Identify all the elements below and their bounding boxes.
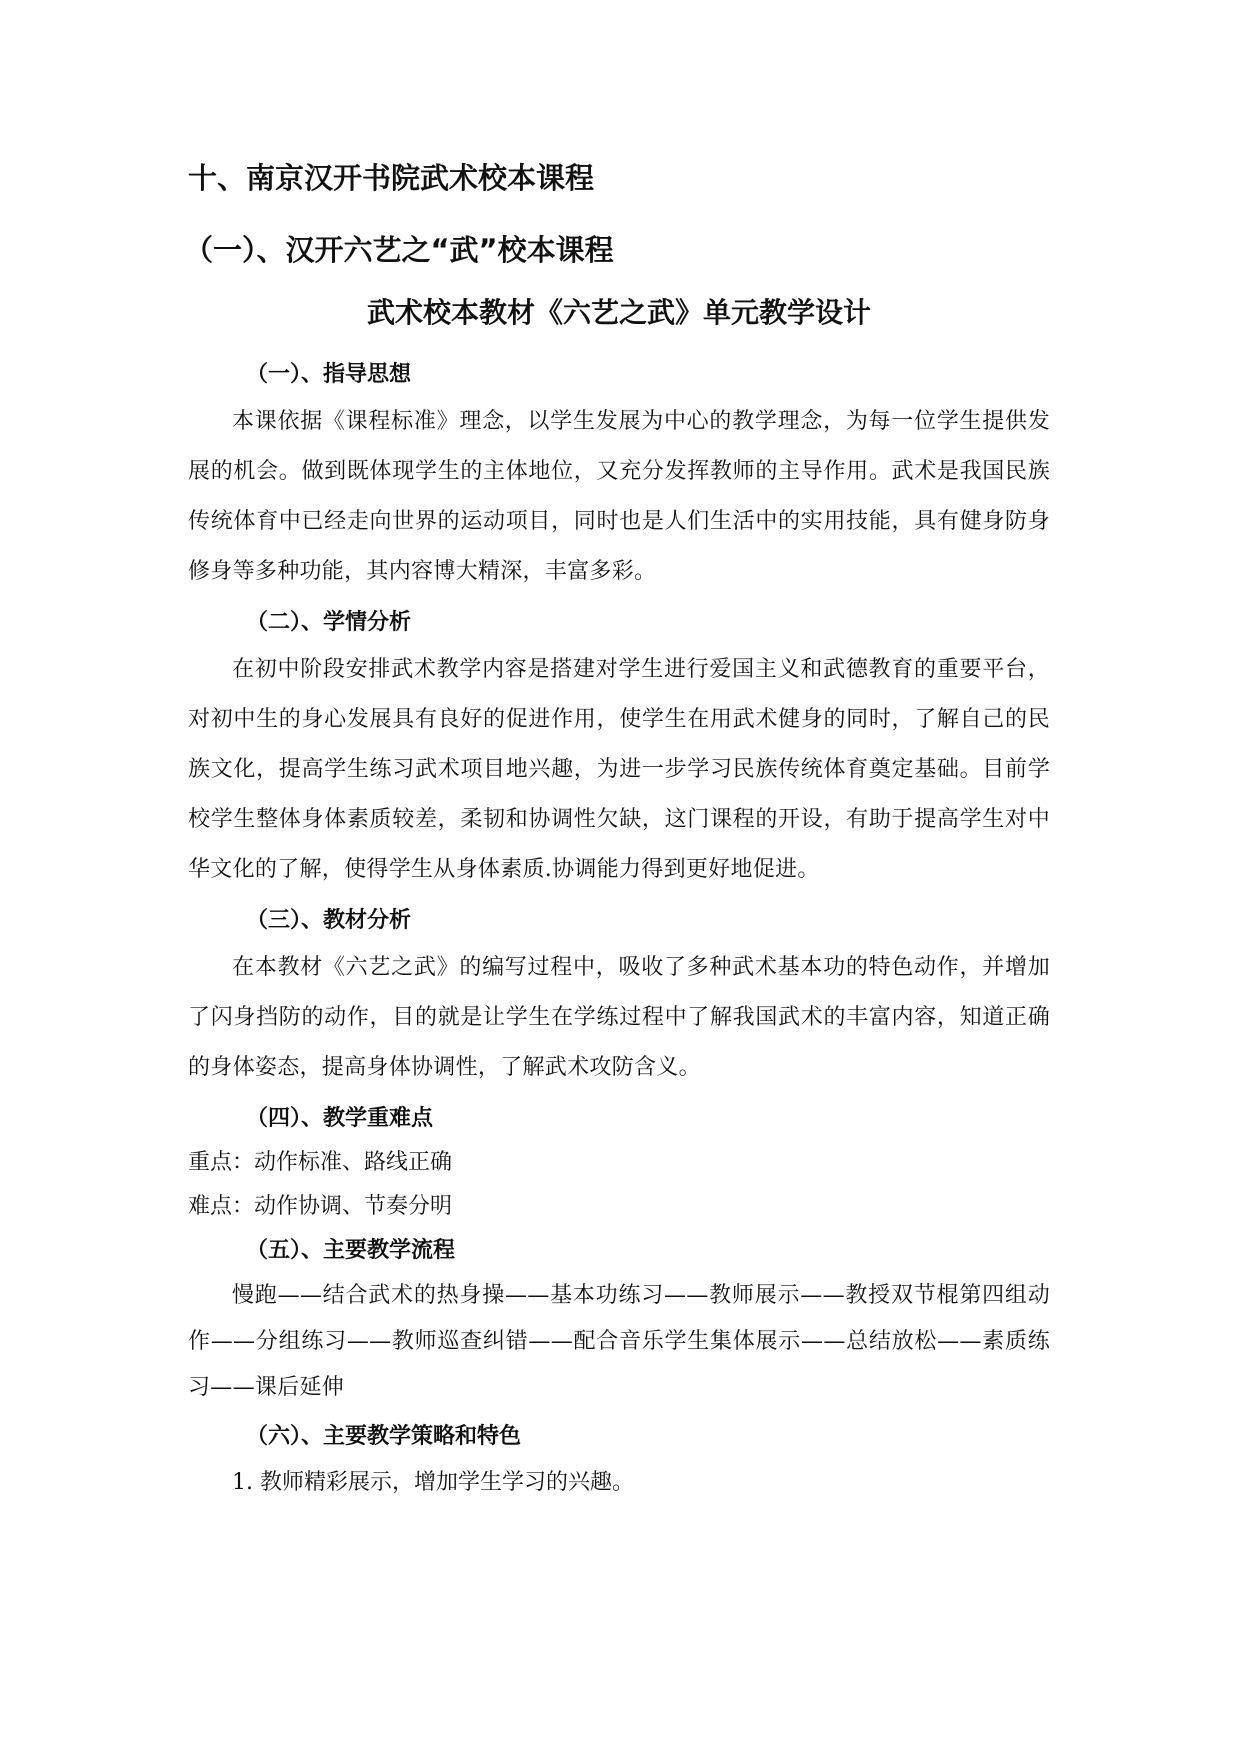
section-3-paragraph: 在本教材《六艺之武》的编写过程中，吸收了多种武术基本功的特色动作，并增加了闪身挡防的动作，目的就是让学生在学练过程中了解我国武术的丰富内容，知道正确的身体姿态，提高身体协调性，了解武术攻防含义。	[188, 955, 1050, 1080]
section-1-paragraph: 本课依据《课程标准》理念，以学生发展为中心的教学理念，为每一位学生提供发展的机会。做到既体现学生的主体地位，又充分发挥教师的主导作用。武术是我国民族传统体育中已经走向世界的运动项目，同时也是人们生活中的实用技能，具有健身防身修身等多种功能，其内容博大精深，丰富多彩。	[188, 409, 1050, 584]
document-title: 武术校本教材《六艺之武》单元教学设计	[366, 296, 871, 329]
strategy-item-1: 1. 教师精彩展示，增加学生学习的兴趣。	[232, 1470, 634, 1495]
section-6-heading: （六）、主要教学策略和特色	[246, 1424, 522, 1449]
document-body	[188, 353, 1050, 1507]
section-1-heading: （一）、指导思想	[246, 362, 412, 387]
difficult-point-line: 难点：动作协调、节奏分明	[188, 1194, 453, 1219]
section-5-heading: （五）、主要教学流程	[246, 1238, 456, 1263]
section-heading: （一）、汉开六艺之“武”校本课程	[184, 233, 614, 267]
section-2-paragraph: 在初中阶段安排武术教学内容是搭建对学生进行爱国主义和武德教育的重要平台，对初中生的身心发展具有良好的促进作用，使学生在用武术健身的同时，了解自己的民族文化，提高学生练习武术项目地兴趣，为进一步学习民族传统体育奠定基础。目前学校学生整体身体素质较差，柔韧和协调性欠缺，这门课程的开设，有助于提高学生对中华文化的了解，使得学生从身体素质.协调能力得到更好地促进。	[188, 657, 1050, 882]
section-2-heading: （二）、学情分析	[246, 610, 412, 635]
chapter-heading: 十、南京汉开书院武术校本课程	[188, 161, 595, 195]
key-point-line: 重点：动作标准、路线正确	[188, 1150, 453, 1175]
section-5-paragraph: 慢跑——结合武术的热身操——基本功练习——教师展示——教授双节棍第四组动作——分组练习——教师巡查纠错——配合音乐学生集体展示——总结放松——素质练习——课后延伸	[188, 1283, 1050, 1400]
section-3-heading: （三）、教材分析	[246, 908, 412, 933]
section-4-heading: （四）、教学重难点	[246, 1106, 434, 1131]
